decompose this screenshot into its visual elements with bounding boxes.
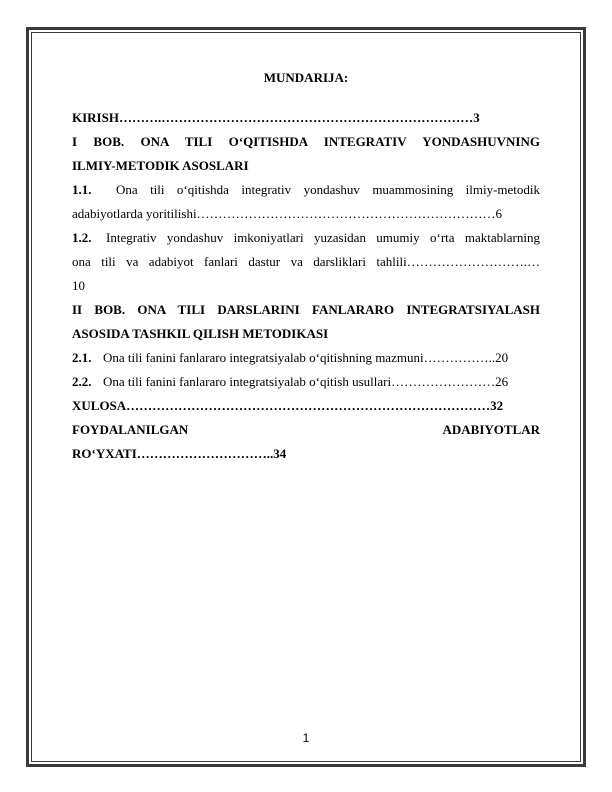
toc-section-1-1-line-1[interactable] bbox=[72, 178, 540, 202]
toc-section-1-2-line-2[interactable]: ona tili va adabiyot fanlari dastur va darsliklari tahlili……………………….… bbox=[72, 254, 540, 269]
toc-chapter-2-line-1[interactable]: II BOB. ONA TILI DARSLARINI FANLARARO INTEGRATSIYALASH bbox=[72, 302, 540, 317]
toc-section-2-1-title: Ona tili fanini fanlararo integratsiyalab o‘qitishning mazmuni……………..20 bbox=[103, 350, 509, 365]
document-body bbox=[72, 70, 540, 466]
page-title: MUNDARIJA: bbox=[263, 70, 349, 85]
toc-section-1-2-number: 1.2. bbox=[72, 230, 92, 245]
toc-section-1-1-line-2[interactable]: adabiyotlarda yoritilishi……………………………………………………………6 bbox=[72, 206, 503, 221]
toc-chapter-1-line-2[interactable]: ILMIY-METODIK ASOSLARI bbox=[72, 158, 249, 173]
toc-entry-kirish[interactable] bbox=[72, 106, 540, 130]
toc-references-word-1: FOYDALANILGAN bbox=[72, 422, 189, 437]
toc-section-2-2[interactable] bbox=[72, 370, 540, 394]
toc-chapter-1-line-1[interactable]: I BOB. ONA TILI O‘QITISHDA INTEGRATIV YONDASHUVNING bbox=[72, 134, 540, 149]
toc-section-1-2-title: Integrativ yondashuv imkoniyatlari yuzasidan umumiy o‘rta maktablarning bbox=[106, 230, 540, 245]
toc-section-2-1[interactable] bbox=[72, 346, 540, 370]
toc-entry-xulosa[interactable]: XULOSA…………………………………………………………………………32 bbox=[72, 398, 504, 413]
toc-section-1-2-line-1[interactable] bbox=[72, 226, 540, 250]
toc-references-word-2: ADABIYOTLAR bbox=[442, 422, 540, 437]
toc-entry-references-line-1[interactable] bbox=[72, 418, 540, 442]
toc-chapter-2-line-2[interactable]: ASOSIDA TASHKIL QILISH METODIKASI bbox=[72, 326, 329, 341]
toc-section-2-1-number: 2.1. bbox=[72, 350, 92, 365]
toc-entry-references-line-2[interactable]: RO‘YXATI…………………………..34 bbox=[72, 446, 287, 461]
toc-section-2-2-number: 2.2. bbox=[72, 374, 92, 389]
toc-section-1-1-title: Ona tili o‘qitishda integrativ yondashuv muammosining ilmiy-metodik bbox=[116, 182, 540, 197]
toc-section-2-2-title: Ona tili fanini fanlararo integratsiyalab o‘qitish usullari……………………26 bbox=[103, 374, 509, 389]
toc-entry-kirish-text: KIRISH……….………………………………………………………………3 bbox=[72, 110, 480, 125]
page-number: 1 bbox=[302, 731, 310, 745]
toc-section-1-2-page[interactable]: 10 bbox=[72, 278, 85, 293]
toc-section-1-1-number: 1.1. bbox=[72, 182, 92, 197]
